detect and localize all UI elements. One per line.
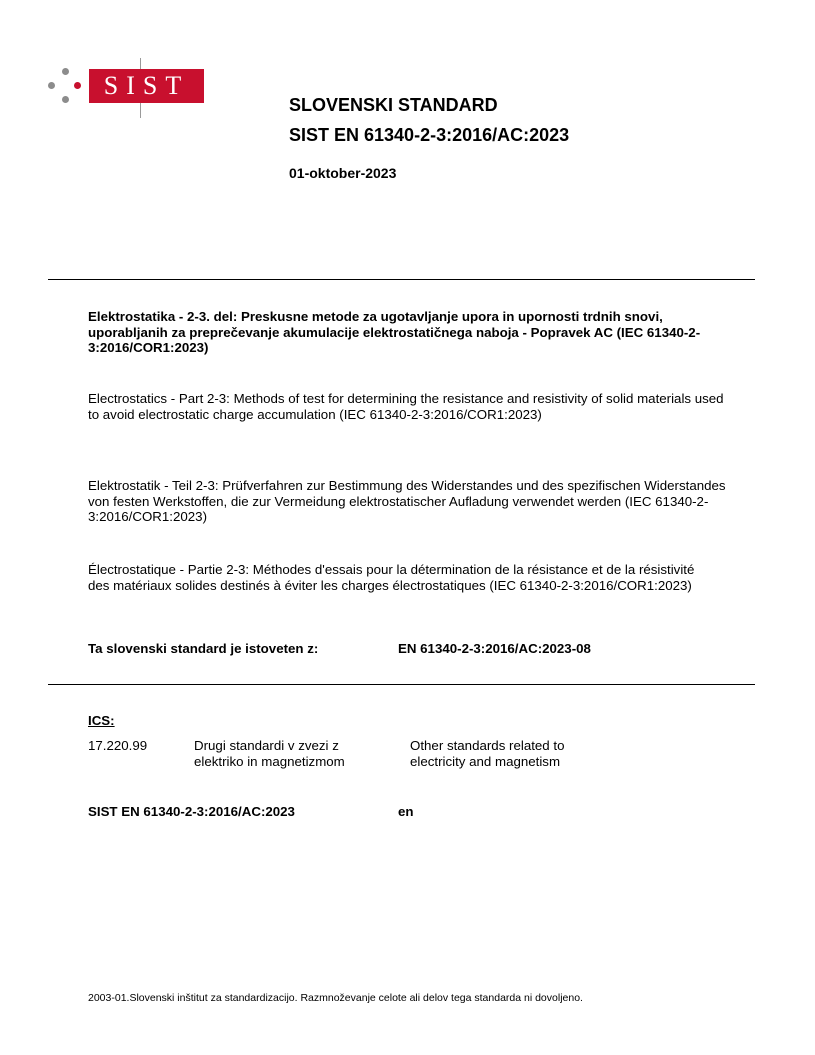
publication-date: 01-oktober-2023	[289, 165, 397, 181]
ics-description-sl: Drugi standardi v zvezi z elektriko in magnetizmom	[194, 738, 345, 769]
top-divider	[48, 279, 755, 280]
title-english: Electrostatics - Part 2-3: Methods of test for determining the resistance and resistivity of solid materials used to avoid electrostatic charge accumulation (IEC 61340-2-3:2016/COR1:2023)	[88, 391, 724, 422]
bottom-divider	[48, 684, 755, 685]
title-slovenian: Elektrostatika - 2-3. del: Preskusne metode za ugotavljanje upora in upornosti trdnih snovi, uporabljanih za preprečevanje akumulacije elektrostatičnega naboja - Popravek AC (IEC 61340-2-3:2016/COR1:2023)	[88, 309, 701, 355]
title-german: Elektrostatik - Teil 2-3: Prüfverfahren zur Bestimmung des Widerstandes und des spezifischen Widerstandes von festen Werkstoffen, die zur Vermeidung elektrostatischer Aufladung verwendet werden (IEC 61340-2-3:2016/COR1:2023)	[88, 478, 726, 524]
ics-code: 17.220.99	[88, 738, 148, 753]
title-french: Électrostatique - Partie 2-3: Méthodes d'essais pour la détermination de la résistance et de la résistivité des matériaux solides destinés à éviter les charges électrostatiques (IEC 61340-2-3:2016/COR1:2023)	[88, 562, 695, 593]
ics-label: ICS:	[88, 713, 115, 728]
standard-heading: SLOVENSKI STANDARD	[289, 95, 498, 115]
standard-code: SIST EN 61340-2-3:2016/AC:2023	[289, 125, 570, 145]
ics-description-en: Other standards related to electricity and magnetism	[410, 738, 565, 769]
logo-dots-icon	[48, 68, 84, 108]
document-language: en	[398, 804, 414, 819]
copyright-footer: 2003-01.Slovenski inštitut za standardizacijo. Razmnoževanje celote ali delov tega standarda ni dovoljeno.	[88, 992, 583, 1004]
identical-value: EN 61340-2-3:2016/AC:2023-08	[398, 641, 591, 656]
document-code: SIST EN 61340-2-3:2016/AC:2023	[88, 804, 295, 819]
identical-label: Ta slovenski standard je istoveten z:	[88, 641, 319, 656]
logo-text: SIST	[89, 69, 204, 103]
